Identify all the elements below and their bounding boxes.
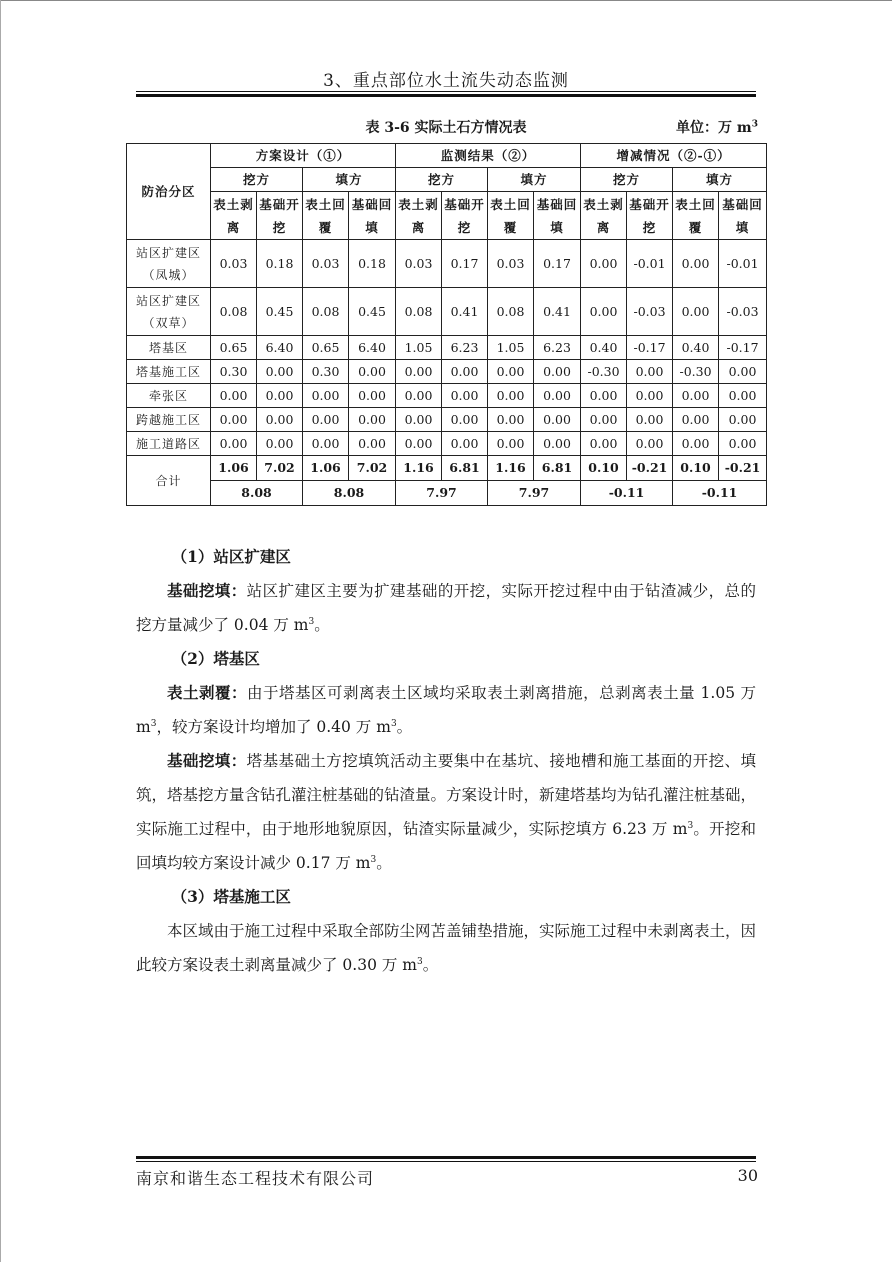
table-row — [127, 360, 767, 384]
paragraph-text: 塔基基础土方挖填筑活动主要集中在基坑、接地槽和施工基面的开挖、填筑，塔基挖方量含钻孔灌注桩基础的钻渣量。方案设计时，新建塔基均为钻孔灌注桩基础，实际施工过程中，由于地形地貌原因，钻渣实际量减少，实际挖填方 6.23 万 m — [136, 752, 757, 838]
table-cell: 0.17 — [442, 240, 488, 288]
sub-header-topsoil-cover: 表土回覆 — [488, 192, 534, 240]
table-cell: -0.01 — [627, 240, 673, 288]
table-cell: 0.17 — [534, 240, 581, 288]
table-cell: 0.00 — [442, 432, 488, 456]
table-cell: 0.00 — [303, 432, 349, 456]
table-cell: 0.18 — [349, 240, 396, 288]
table-cell: -0.30 — [581, 360, 627, 384]
paragraph-text: 站区扩建区主要为扩建基础的开挖，实际开挖过程中由于钻渣减少，总的挖方量减少了 0.04 万 m — [136, 582, 756, 634]
table-cell: -0.03 — [719, 288, 767, 336]
table-cell: -0.17 — [719, 336, 767, 360]
total-cell: 0.10 — [581, 456, 627, 481]
superscript: 3 — [308, 616, 315, 627]
zone-name: 塔基区 — [127, 336, 211, 360]
table-cell: 6.23 — [534, 336, 581, 360]
table-row — [127, 336, 767, 360]
table-row — [127, 432, 767, 456]
header-rule-thin — [136, 91, 756, 92]
group-monitor-header: 监测结果（②） — [396, 144, 581, 168]
paragraph-text: ，较方案设计均增加了 0.40 万 m — [156, 718, 391, 736]
table-cell: 0.00 — [257, 432, 303, 456]
table-cell: -0.17 — [627, 336, 673, 360]
change-cut-header: 挖方 — [581, 168, 673, 192]
table-cell: 0.00 — [488, 384, 534, 408]
superscript: 3 — [417, 956, 423, 967]
table-cell: 0.03 — [396, 240, 442, 288]
table-cell: 0.00 — [349, 408, 396, 432]
superscript: 3 — [687, 820, 694, 831]
table-cell: 0.00 — [303, 384, 349, 408]
sub-header-topsoil-strip: 表土剥离 — [211, 192, 257, 240]
total-cell: -0.21 — [719, 456, 767, 481]
plan-fill-header: 填方 — [303, 168, 396, 192]
table-cell: 1.05 — [396, 336, 442, 360]
table-cell: 0.00 — [719, 432, 767, 456]
page-frame-left — [0, 0, 1, 1262]
table-cell: 0.30 — [303, 360, 349, 384]
group-plan-header: 方案设计（①） — [211, 144, 396, 168]
table-row — [127, 384, 767, 408]
page-header-title: 3、重点部位水土流失动态监测 — [323, 71, 569, 91]
paragraph-end: 。 — [376, 854, 392, 872]
change-fill-header: 填方 — [673, 168, 767, 192]
table-cell: 0.00 — [534, 384, 581, 408]
table-cell: 0.00 — [257, 384, 303, 408]
table-cell: 0.45 — [349, 288, 396, 336]
table-cell: 0.41 — [534, 288, 581, 336]
table-cell: 0.18 — [257, 240, 303, 288]
total-sum-cell: -0.11 — [581, 481, 673, 506]
sub-header-foundation-dig: 基础开挖 — [627, 192, 673, 240]
total-cell: 1.06 — [303, 456, 349, 481]
paragraph-text: 本区域由于施工过程中采取全部防尘网苫盖铺垫措施，实际施工过程中未剥离表土，因此较方案设表土剥离量减少了 0.30 万 m — [136, 922, 757, 974]
total-sum-cell: 7.97 — [488, 481, 581, 506]
header-rule-thick — [136, 94, 756, 97]
paragraph-end: 。 — [422, 956, 439, 974]
table-cell: 1.05 — [488, 336, 534, 360]
table-unit-sup: 3 — [751, 119, 758, 130]
zone-name: 站区扩建区（凤城） — [127, 240, 211, 288]
total-cell: 7.02 — [349, 456, 396, 481]
paragraph-label: 基础挖填： — [167, 581, 247, 600]
section-heading: （1）站区扩建区 — [171, 547, 291, 566]
table-cell: 0.00 — [442, 384, 488, 408]
table-cell: 6.40 — [349, 336, 396, 360]
sub-header-topsoil-cover: 表土回覆 — [673, 192, 719, 240]
table-cell: 0.65 — [303, 336, 349, 360]
table-cell: 0.00 — [581, 384, 627, 408]
table-cell: -0.01 — [719, 240, 767, 288]
table-cell: 0.00 — [673, 240, 719, 288]
table-header-row-3 — [127, 192, 767, 240]
group-change-header: 增减情况（②-①） — [581, 144, 767, 168]
sub-header-foundation-fill: 基础回填 — [349, 192, 396, 240]
table-cell: 0.00 — [349, 384, 396, 408]
table-cell: 0.00 — [534, 408, 581, 432]
table-cell: 0.08 — [303, 288, 349, 336]
table-cell: 0.03 — [211, 240, 257, 288]
total-cell: 1.16 — [488, 456, 534, 481]
superscript: 3 — [370, 854, 377, 865]
table-cell: 0.00 — [534, 432, 581, 456]
total-sum-cell: 7.97 — [396, 481, 488, 506]
sub-header-topsoil-strip: 表土剥离 — [581, 192, 627, 240]
paragraph — [136, 914, 756, 982]
table-cell: 0.08 — [488, 288, 534, 336]
zone-name: 跨越施工区 — [127, 408, 211, 432]
paragraph-text: 由于塔基区可剥离表土区域均采取表土剥离措施，总剥离表土量 1.05 万 m — [136, 684, 756, 736]
table-cell: 0.45 — [257, 288, 303, 336]
table-cell: 0.00 — [349, 432, 396, 456]
table-row — [127, 288, 767, 336]
paragraph-end: 。 — [314, 616, 330, 634]
table-cell: 0.00 — [627, 384, 673, 408]
page-frame-top — [0, 0, 892, 1]
paragraph — [136, 676, 756, 744]
section-heading: （2）塔基区 — [171, 649, 260, 668]
table-cell: 0.00 — [719, 384, 767, 408]
zone-name: 牵张区 — [127, 384, 211, 408]
table-cell: 0.00 — [442, 408, 488, 432]
table-cell: 6.40 — [257, 336, 303, 360]
total-label: 合计 — [127, 456, 211, 506]
table-cell: 0.00 — [396, 432, 442, 456]
total-sum-row — [127, 481, 767, 506]
table-caption — [126, 117, 766, 137]
table-cell: 0.00 — [673, 432, 719, 456]
sub-header-topsoil-cover: 表土回覆 — [303, 192, 349, 240]
sub-header-foundation-dig: 基础开挖 — [257, 192, 303, 240]
table-cell: 0.30 — [211, 360, 257, 384]
total-cell: -0.21 — [627, 456, 673, 481]
paragraph — [136, 744, 756, 880]
table-cell: 0.08 — [396, 288, 442, 336]
table-cell: 0.00 — [719, 360, 767, 384]
table-cell: 0.00 — [303, 408, 349, 432]
paragraph-end: 。 — [396, 718, 413, 736]
table-cell: 0.40 — [581, 336, 627, 360]
sub-header-foundation-fill: 基础回填 — [534, 192, 581, 240]
total-cell: 0.10 — [673, 456, 719, 481]
table-cell: 0.00 — [488, 360, 534, 384]
table-cell: 0.40 — [673, 336, 719, 360]
table-cell: 0.41 — [442, 288, 488, 336]
table-cell: 0.00 — [719, 408, 767, 432]
table-cell: 0.00 — [211, 408, 257, 432]
table-cell: 0.03 — [303, 240, 349, 288]
paragraph — [136, 574, 756, 642]
footer-company: 南京和谐生态工程技术有限公司 — [136, 1169, 375, 1188]
zone-name: 施工道路区 — [127, 432, 211, 456]
table-cell: -0.03 — [627, 288, 673, 336]
superscript: 3 — [150, 718, 157, 729]
body-content — [136, 540, 756, 982]
table-cell: 0.00 — [673, 384, 719, 408]
total-cell: 6.81 — [534, 456, 581, 481]
table-cell: 0.00 — [581, 240, 627, 288]
section-heading: （3）塔基施工区 — [171, 887, 291, 906]
table-cell: 0.00 — [257, 360, 303, 384]
table-cell: 0.00 — [488, 408, 534, 432]
table-cell: 0.00 — [349, 360, 396, 384]
table-row — [127, 240, 767, 288]
total-sum-cell: 8.08 — [303, 481, 396, 506]
table-cell: 0.03 — [488, 240, 534, 288]
sub-header-foundation-fill: 基础回填 — [719, 192, 767, 240]
sub-header-topsoil-strip: 表土剥离 — [396, 192, 442, 240]
monitor-fill-header: 填方 — [488, 168, 581, 192]
table-cell: 0.00 — [396, 360, 442, 384]
col-zone-header: 防治分区 — [127, 144, 211, 240]
table-title: 表 3-6 实际土石方情况表 — [365, 120, 527, 136]
table-cell: 0.00 — [396, 408, 442, 432]
zone-name: 塔基施工区 — [127, 360, 211, 384]
total-sum-cell: -0.11 — [673, 481, 767, 506]
total-row — [127, 456, 767, 481]
paragraph-text: 。开挖和回填均较方案设计减少 0.17 万 m — [136, 820, 756, 872]
table-cell: 0.08 — [211, 288, 257, 336]
table-cell: 0.00 — [396, 384, 442, 408]
table-header-row-2 — [127, 168, 767, 192]
page-number: 30 — [737, 1166, 758, 1185]
total-cell: 1.16 — [396, 456, 442, 481]
footer-rule-thin — [136, 1161, 756, 1162]
table-cell: 0.00 — [627, 408, 673, 432]
footer-rule-thick — [136, 1156, 756, 1159]
zone-name: 站区扩建区（双草） — [127, 288, 211, 336]
table-cell: 0.65 — [211, 336, 257, 360]
table-cell: 0.00 — [581, 408, 627, 432]
sub-header-foundation-dig: 基础开挖 — [442, 192, 488, 240]
table-cell: 6.23 — [442, 336, 488, 360]
table-cell: 0.00 — [257, 408, 303, 432]
total-sum-cell: 8.08 — [211, 481, 303, 506]
total-cell: 6.81 — [442, 456, 488, 481]
total-cell: 7.02 — [257, 456, 303, 481]
earthwork-table — [126, 143, 767, 506]
superscript: 3 — [390, 718, 397, 729]
table-cell: 0.00 — [673, 408, 719, 432]
paragraph-label: 表土剥覆： — [167, 683, 248, 702]
table-unit — [676, 117, 758, 137]
table-cell: 0.00 — [627, 432, 673, 456]
table-cell: -0.30 — [673, 360, 719, 384]
table-cell: 0.00 — [442, 360, 488, 384]
table-header-row-1 — [127, 144, 767, 168]
table-cell: 0.00 — [581, 288, 627, 336]
total-cell: 1.06 — [211, 456, 257, 481]
table-cell: 0.00 — [581, 432, 627, 456]
table-cell: 0.00 — [488, 432, 534, 456]
table-cell: 0.00 — [211, 384, 257, 408]
table-cell: 0.00 — [534, 360, 581, 384]
monitor-cut-header: 挖方 — [396, 168, 488, 192]
paragraph-label: 基础挖填： — [167, 751, 247, 770]
table-row — [127, 408, 767, 432]
table-cell: 0.00 — [627, 360, 673, 384]
table-cell: 0.00 — [673, 288, 719, 336]
plan-cut-header: 挖方 — [211, 168, 303, 192]
table-unit-text: 单位：万 m — [676, 120, 752, 136]
table-cell: 0.00 — [211, 432, 257, 456]
